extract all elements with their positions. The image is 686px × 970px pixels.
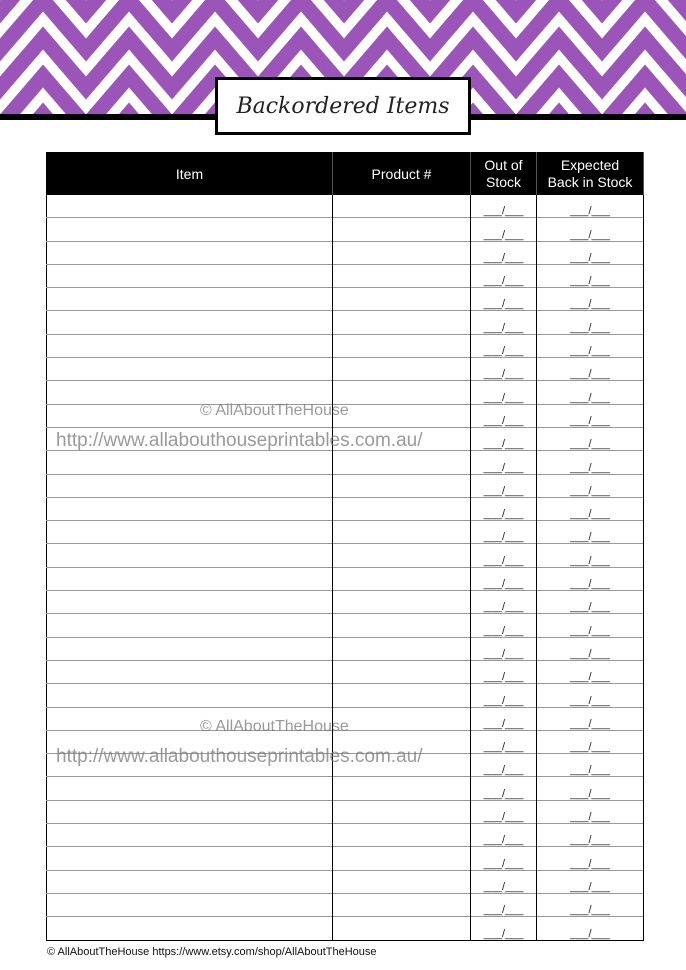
expected-back-cell[interactable]: ___/___ (537, 195, 644, 218)
product-number-cell[interactable] (333, 497, 471, 520)
product-number-cell[interactable] (333, 334, 471, 357)
product-number-cell[interactable] (333, 381, 471, 404)
product-number-cell[interactable] (333, 870, 471, 893)
out-of-stock-cell[interactable]: ___/___ (471, 544, 537, 567)
title-box (215, 77, 471, 135)
expected-back-cell[interactable]: ___/___ (537, 917, 644, 940)
item-cell[interactable] (47, 824, 333, 847)
table-row (47, 195, 644, 218)
expected-back-cell[interactable]: ___/___ (537, 730, 644, 753)
out-of-stock-cell[interactable]: ___/___ (471, 847, 537, 870)
table-row (47, 567, 644, 590)
table-row (47, 264, 644, 287)
table-row (47, 614, 644, 637)
product-number-cell[interactable] (333, 660, 471, 683)
out-of-stock-cell[interactable]: ___/___ (471, 404, 537, 427)
expected-back-cell[interactable]: ___/___ (537, 870, 644, 893)
item-cell[interactable] (47, 381, 333, 404)
out-of-stock-cell[interactable]: ___/___ (471, 381, 537, 404)
item-cell[interactable] (47, 241, 333, 264)
out-of-stock-cell[interactable]: ___/___ (471, 637, 537, 660)
product-number-cell[interactable] (333, 288, 471, 311)
expected-back-cell[interactable]: ___/___ (537, 660, 644, 683)
table-row (47, 451, 644, 474)
expected-back-cell[interactable]: ___/___ (537, 474, 644, 497)
footer-credit: © AllAboutTheHouse https://www.etsy.com/shop/AllAboutTheHouse (47, 946, 377, 958)
item-cell[interactable] (47, 264, 333, 287)
item-cell[interactable] (47, 288, 333, 311)
table-row (47, 381, 644, 404)
product-number-cell[interactable] (333, 474, 471, 497)
table-row (47, 474, 644, 497)
expected-back-cell[interactable]: ___/___ (537, 241, 644, 264)
page-title: Backordered Items (236, 93, 450, 119)
item-cell[interactable] (47, 660, 333, 683)
expected-back-cell[interactable]: ___/___ (537, 358, 644, 381)
expected-back-cell[interactable]: ___/___ (537, 591, 644, 614)
table-row (47, 334, 644, 357)
item-cell[interactable] (47, 334, 333, 357)
product-number-cell[interactable] (333, 707, 471, 730)
out-of-stock-cell[interactable]: ___/___ (471, 614, 537, 637)
out-of-stock-cell[interactable]: ___/___ (471, 730, 537, 753)
out-of-stock-cell[interactable]: ___/___ (471, 241, 537, 264)
out-of-stock-cell[interactable]: ___/___ (471, 893, 537, 916)
table-row (47, 870, 644, 893)
item-cell[interactable] (47, 497, 333, 520)
table-row (47, 824, 644, 847)
out-of-stock-cell[interactable]: ___/___ (471, 288, 537, 311)
out-of-stock-cell[interactable]: ___/___ (471, 195, 537, 218)
product-number-cell[interactable] (333, 264, 471, 287)
table-row (47, 544, 644, 567)
expected-back-cell[interactable]: ___/___ (537, 334, 644, 357)
watermark-url: http://www.allabouthouseprintables.com.au/ (56, 746, 423, 767)
product-number-cell[interactable] (333, 614, 471, 637)
out-of-stock-cell[interactable]: ___/___ (471, 824, 537, 847)
out-of-stock-cell[interactable]: ___/___ (471, 427, 537, 450)
watermark-copyright: © AllAboutTheHouse (200, 402, 349, 419)
header-product-number: Product # (333, 153, 471, 196)
out-of-stock-cell[interactable]: ___/___ (471, 591, 537, 614)
expected-back-cell[interactable]: ___/___ (537, 451, 644, 474)
table-row (47, 311, 644, 334)
table-row (47, 358, 644, 381)
table-row (47, 241, 644, 264)
header-expected-back: Expected Back in Stock (537, 153, 644, 196)
expected-back-cell[interactable]: ___/___ (537, 893, 644, 916)
table-header-row (47, 153, 644, 196)
table-row (47, 800, 644, 823)
product-number-cell[interactable] (333, 451, 471, 474)
table-row (47, 218, 644, 241)
out-of-stock-cell[interactable]: ___/___ (471, 777, 537, 800)
item-cell[interactable] (47, 777, 333, 800)
out-of-stock-cell[interactable]: ___/___ (471, 870, 537, 893)
out-of-stock-cell[interactable]: ___/___ (471, 567, 537, 590)
item-cell[interactable] (47, 917, 333, 940)
expected-back-cell[interactable]: ___/___ (537, 264, 644, 287)
out-of-stock-cell[interactable]: ___/___ (471, 311, 537, 334)
item-cell[interactable] (47, 521, 333, 544)
out-of-stock-cell[interactable]: ___/___ (471, 497, 537, 520)
product-number-cell[interactable] (333, 521, 471, 544)
product-number-cell[interactable] (333, 241, 471, 264)
out-of-stock-cell[interactable]: ___/___ (471, 474, 537, 497)
out-of-stock-cell[interactable]: ___/___ (471, 707, 537, 730)
table-row (47, 893, 644, 916)
item-cell[interactable] (47, 544, 333, 567)
out-of-stock-cell[interactable]: ___/___ (471, 660, 537, 683)
watermark-copyright: © AllAboutTheHouse (200, 718, 349, 735)
table-row (47, 591, 644, 614)
product-number-cell[interactable] (333, 847, 471, 870)
table-row (47, 637, 644, 660)
item-cell[interactable] (47, 870, 333, 893)
product-number-cell[interactable] (333, 777, 471, 800)
product-number-cell[interactable] (333, 567, 471, 590)
item-cell[interactable] (47, 893, 333, 916)
item-cell[interactable] (47, 358, 333, 381)
expected-back-cell[interactable]: ___/___ (537, 497, 644, 520)
item-cell[interactable] (47, 474, 333, 497)
expected-back-cell[interactable]: ___/___ (537, 521, 644, 544)
expected-back-cell[interactable]: ___/___ (537, 218, 644, 241)
table-row (47, 917, 644, 940)
expected-back-cell[interactable]: ___/___ (537, 800, 644, 823)
expected-back-cell[interactable]: ___/___ (537, 847, 644, 870)
item-cell[interactable] (47, 218, 333, 241)
table-row (47, 847, 644, 870)
out-of-stock-cell[interactable]: ___/___ (471, 334, 537, 357)
out-of-stock-cell[interactable]: ___/___ (471, 451, 537, 474)
out-of-stock-cell[interactable]: ___/___ (471, 358, 537, 381)
product-number-cell[interactable] (333, 311, 471, 334)
product-number-cell[interactable] (333, 591, 471, 614)
item-cell[interactable] (47, 567, 333, 590)
table-row (47, 521, 644, 544)
out-of-stock-cell[interactable]: ___/___ (471, 800, 537, 823)
item-cell[interactable] (47, 684, 333, 707)
out-of-stock-cell[interactable]: ___/___ (471, 917, 537, 940)
out-of-stock-cell[interactable]: ___/___ (471, 754, 537, 777)
expected-back-cell[interactable]: ___/___ (537, 707, 644, 730)
expected-back-cell[interactable]: ___/___ (537, 637, 644, 660)
watermark-url: http://www.allabouthouseprintables.com.au/ (56, 430, 423, 451)
table-row (47, 660, 644, 683)
expected-back-cell[interactable]: ___/___ (537, 381, 644, 404)
item-cell[interactable] (47, 637, 333, 660)
item-cell[interactable] (47, 195, 333, 218)
product-number-cell[interactable] (333, 404, 471, 427)
out-of-stock-cell[interactable]: ___/___ (471, 521, 537, 544)
product-number-cell[interactable] (333, 893, 471, 916)
table-row (47, 684, 644, 707)
expected-back-cell[interactable]: ___/___ (537, 404, 644, 427)
expected-back-cell[interactable]: ___/___ (537, 614, 644, 637)
product-number-cell[interactable] (333, 218, 471, 241)
item-cell[interactable] (47, 800, 333, 823)
out-of-stock-cell[interactable]: ___/___ (471, 684, 537, 707)
expected-back-cell[interactable]: ___/___ (537, 567, 644, 590)
expected-back-cell[interactable]: ___/___ (537, 824, 644, 847)
expected-back-cell[interactable]: ___/___ (537, 777, 644, 800)
out-of-stock-cell[interactable]: ___/___ (471, 218, 537, 241)
header-item: Item (47, 153, 333, 196)
item-cell[interactable] (47, 591, 333, 614)
expected-back-cell[interactable]: ___/___ (537, 311, 644, 334)
product-number-cell[interactable] (333, 824, 471, 847)
expected-back-cell[interactable]: ___/___ (537, 684, 644, 707)
product-number-cell[interactable] (333, 917, 471, 940)
item-cell[interactable] (47, 614, 333, 637)
expected-back-cell[interactable]: ___/___ (537, 754, 644, 777)
product-number-cell[interactable] (333, 800, 471, 823)
product-number-cell[interactable] (333, 637, 471, 660)
item-cell[interactable] (47, 311, 333, 334)
expected-back-cell[interactable]: ___/___ (537, 427, 644, 450)
header-out-of-stock: Out of Stock (471, 153, 537, 196)
product-number-cell[interactable] (333, 684, 471, 707)
table-row (47, 497, 644, 520)
expected-back-cell[interactable]: ___/___ (537, 544, 644, 567)
product-number-cell[interactable] (333, 195, 471, 218)
expected-back-cell[interactable]: ___/___ (537, 288, 644, 311)
table-row (47, 288, 644, 311)
product-number-cell[interactable] (333, 544, 471, 567)
table-row (47, 777, 644, 800)
item-cell[interactable] (47, 451, 333, 474)
product-number-cell[interactable] (333, 358, 471, 381)
backorder-table (46, 152, 644, 941)
chevron-stripe (0, 0, 686, 12)
out-of-stock-cell[interactable]: ___/___ (471, 264, 537, 287)
item-cell[interactable] (47, 847, 333, 870)
